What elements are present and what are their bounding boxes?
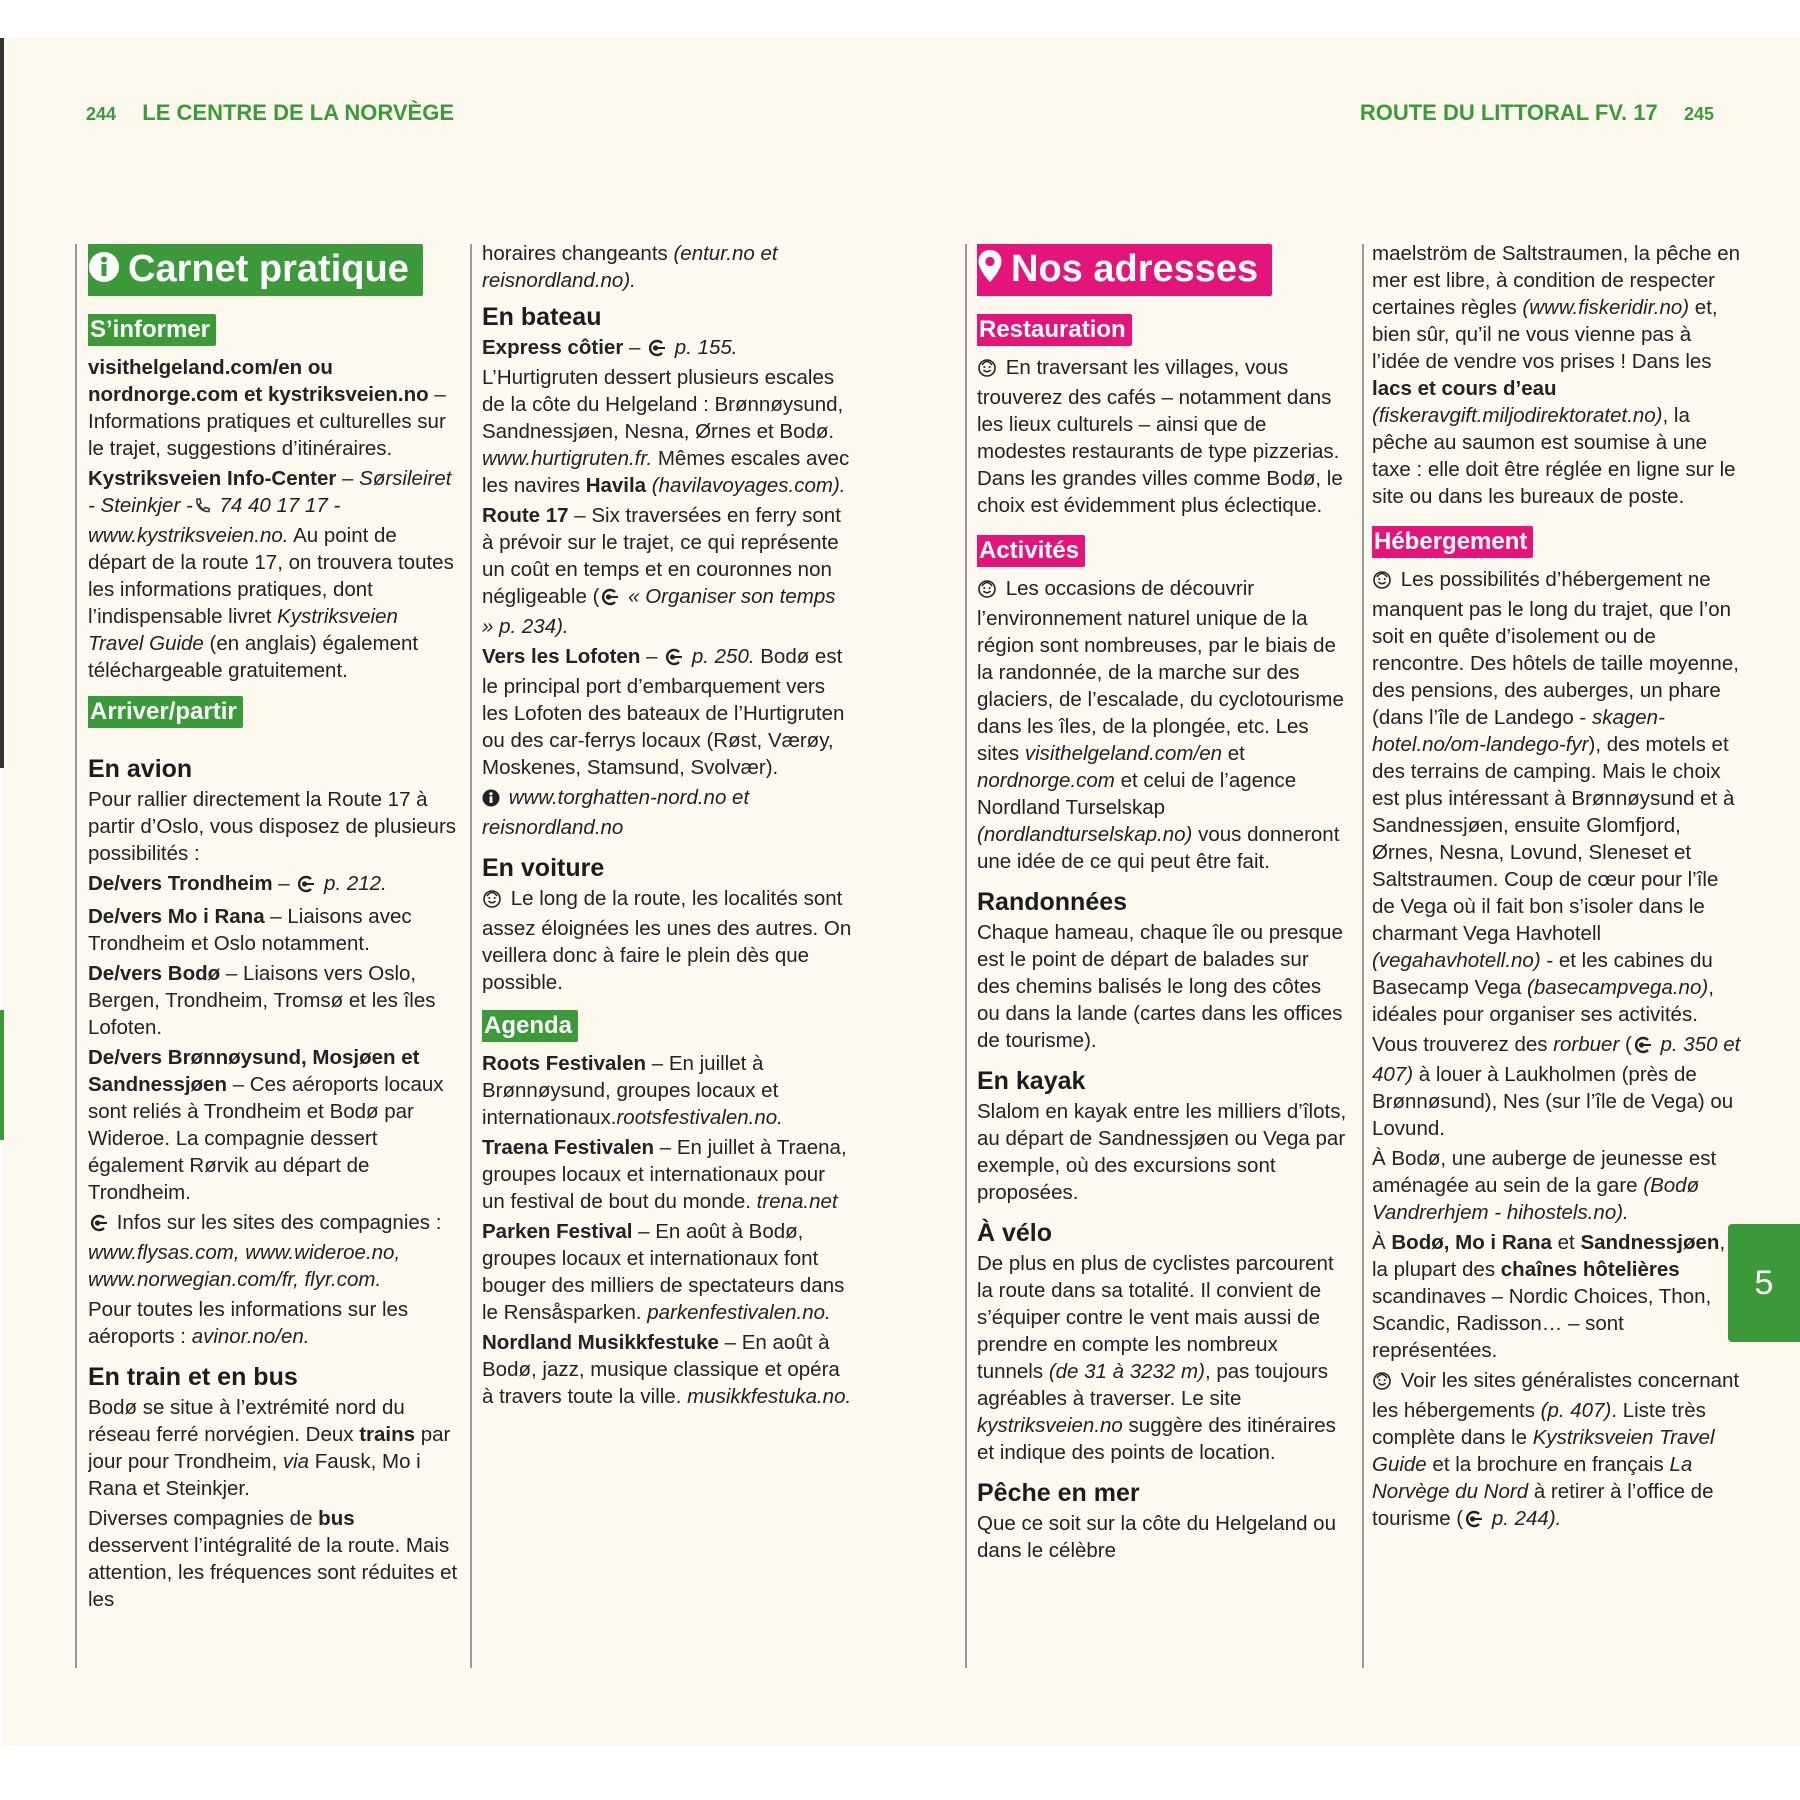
- paragraph: Pour toutes les informations sur les aéroports : avinor.no/en.: [88, 1297, 409, 1348]
- see-also-icon: [1463, 1508, 1483, 1535]
- subheading: En kayak: [977, 1066, 1086, 1095]
- see-also-icon: [599, 586, 619, 613]
- paragraph: Traena Festivalen – En juillet à Traena, groupes locaux et internationaux pour un festival de bout du monde. trena.net: [482, 1136, 847, 1213]
- hebergement-tag: Hébergement: [1372, 526, 1533, 558]
- paragraph: En traversant les villages, vous trouverez des cafés – notamment dans les lieux culturels – ainsi que de modestes restaurants de type pizzerias. Dans les grandes villes comme Bodø, le choix est évidemment plus éclectique.: [977, 355, 1343, 517]
- paragraph: De/vers Mo i Rana – Liaisons avec Trondheim et Oslo notamment.: [88, 904, 412, 955]
- paragraph: horaires changeants (entur.no et reisnordland.no).: [482, 242, 778, 292]
- subheading: En avion: [88, 754, 193, 783]
- column-rule: [75, 244, 77, 1668]
- nos-adresses-title: Nos adresses: [1011, 248, 1259, 290]
- paragraph: Que ce soit sur la côte du Helgeland ou dans le célèbre: [977, 1511, 1336, 1562]
- page-edge-green: [0, 1010, 4, 1140]
- paragraph: Vers les Lofoten – p. 250. Bodø est le principal port d’embarquement vers les Lofoten des bateaux de l’Hurtigruten ou des car-ferrys locaux (Røst, Værøy, Moskenes, Stamsund, Svolvær).: [482, 645, 845, 779]
- s-informer-tag: S’informer: [88, 314, 216, 346]
- subheading: En train et en bus: [88, 1362, 298, 1391]
- paragraph: maelström de Saltstraumen, la pêche en mer est libre, à condition de respecter certaines règles (www.fiskeridir.no) et, bien sûr, qu’il ne vous vienne pas à l’idée de vendre vos prises ! Dans les lacs et cours d’eau (fiskeravgift.miljodirektoratet.no), la pêche au saumon est soumise à une taxe : elle doit être réglée en ligne sur le site ou dans les bureaux de poste.: [1372, 242, 1741, 508]
- paragraph: Les possibilités d’hébergement ne manquent pas le long du trajet, que l’on soit en quête d’isolement ou de rencontre. Des hôtels de taille moyenne, des pensions, des auberges, un phare (dans l’île de Landego - skagen-hotel.no/om-landego-fyr), des motels et des terrains de camping. Mais le choix est plus intéressant à Brønnøysund et à Sandnessjøen, ensuite Glomfjord, Ørnes, Nesna, Lovund, Sleneset et Saltstraumen. Coup de cœur pour l’île de Vega où il fait bon s’isoler dans le charmant Vega Havhotell (vegahavhotell.no) - et les cabines du Basecamp Vega (basecampvega.no), idéales pour organiser ses activités.: [1372, 568, 1739, 1026]
- paragraph: Le long de la route, les localités sont assez éloignées les unes des autres. On veillera donc à faire le plein dès que possible.: [482, 887, 852, 994]
- column-rule: [470, 244, 472, 1668]
- carnet-pratique-title: Carnet pratique: [128, 248, 409, 290]
- restauration-tag: Restauration: [977, 314, 1132, 346]
- left-page-title: LE CENTRE DE LA NORVÈGE: [142, 100, 455, 125]
- paragraph: Kystriksveien Info-Center – Sørsileiret - Steinkjer - 74 40 17 17 - www.kystriksveien.no. Au point de départ de la route 17, on trouvera toutes les informations pratiques, dont l’indispensable livret Kystriksveien Travel Guide (en anglais) également téléchargeable gratuitement.: [88, 466, 454, 682]
- nos-adresses-banner: [977, 244, 1272, 296]
- column-1: [88, 240, 458, 1670]
- see-also-icon: [1632, 1034, 1652, 1061]
- see-also-icon: [646, 337, 666, 364]
- location-pin-icon: [977, 246, 1003, 296]
- see-also-icon: [88, 1212, 108, 1239]
- paragraph: Express côtier – p. 155. L’Hurtigruten dessert plusieurs escales de la côte du Helgeland : Brønnøysund, Sandnessjøen, Nesna, Ørnes et Bodø. www.hurtigruten.fr. Mêmes escales avec les navires Havila (havilavoyages.com).: [482, 336, 850, 497]
- column-rule: [965, 244, 967, 1668]
- subheading: À vélo: [977, 1218, 1053, 1247]
- column-4: [1372, 240, 1742, 1670]
- paragraph: Slalom en kayak entre les milliers d’îlots, au départ de Sandnessjøen ou Vega par exemple, où des excursions sont proposées.: [977, 1099, 1347, 1204]
- paragraph: Pour rallier directement la Route 17 à partir d’Oslo, vous disposez de plusieurs possibilités :: [88, 787, 457, 865]
- activites-tag: Activités: [977, 535, 1085, 567]
- paragraph: Parken Festival – En août à Bodø, groupes locaux et internationaux font bouger des milliers de spectateurs dans le Rensåsparken. parkenfestivalen.no.: [482, 1220, 845, 1324]
- paragraph: www.torghatten-nord.no et reisnordland.no: [482, 786, 750, 839]
- smiley-tip-icon: [1372, 569, 1392, 596]
- paragraph: Diverses compagnies de bus desservent l’intégralité de la route. Mais attention, les fréquences sont réduites et les: [88, 1506, 458, 1611]
- smiley-tip-icon: [1372, 1370, 1392, 1397]
- paragraph: Nordland Musikkfestuke – En août à Bodø, jazz, musique classique et opéra à travers toute la ville. musikkfestuka.no.: [482, 1331, 852, 1408]
- paragraph: Voir les sites généralistes concernant les hébergements (p. 407). Liste très complète dans le Kystriksveien Travel Guide et la brochure en français La Norvège du Nord à retirer à l’office de tourisme ( p. 244).: [1372, 1367, 1742, 1535]
- subheading: Pêche en mer: [977, 1478, 1140, 1507]
- right-running-head: [1360, 100, 1714, 126]
- section-tab[interactable]: 5: [1728, 1224, 1800, 1342]
- column-rule: [1362, 244, 1364, 1668]
- carnet-pratique-banner: [88, 244, 423, 296]
- smiley-tip-icon: [482, 888, 502, 915]
- phone-icon: [193, 495, 211, 522]
- paragraph: Bodø se situe à l’extrémité nord du réseau ferré norvégien. Deux trains par jour pour Trondheim, via Fausk, Mo i Rana et Steinkjer.: [88, 1395, 451, 1500]
- paragraph: Vous trouverez des rorbuer ( p. 350 et 407) à louer à Laukholmen (près de Brønnøsund), Nes (sur l’île de Vega) ou Lovund.: [1372, 1033, 1741, 1140]
- see-also-icon: [295, 873, 315, 900]
- subheading: En bateau: [482, 303, 602, 331]
- agenda-tag: Agenda: [482, 1010, 578, 1042]
- column-2: [482, 240, 852, 1670]
- arriver-partir-tag: Arriver/partir: [88, 696, 243, 728]
- paragraph: De/vers Trondheim – p. 212.: [88, 870, 458, 900]
- paragraph: Roots Festivalen – En juillet à Brønnøysund, groupes locaux et internationaux.rootsfestivalen.no.: [482, 1052, 783, 1129]
- paragraph: De plus en plus de cyclistes parcourent la route dans sa totalité. Il convient de s’équiper contre le vent mais aussi de prendre en compte les nombreux tunnels (de 31 à 3232 m), pas toujours agréables à traverser. Le site kystriksveien.no suggère des itinéraires et indique des points de location.: [977, 1251, 1336, 1464]
- paragraph: De/vers Brønnøysund, Mosjøen et Sandnessjøen – Ces aéroports locaux sont reliés à Trondheim et Bodø par Wideroe. La compagnie dessert également Rørvik au départ de Trondheim.: [88, 1045, 444, 1204]
- paragraph: À Bodø, une auberge de jeunesse est aménagée au sein de la gare (Bodø Vandrerhjem - hihostels.no).: [1372, 1147, 1717, 1224]
- paragraph: visithelgeland.com/en ou nordnorge.com et kystriksveien.no – Informations pratiques et culturelles sur le trajet, suggestions d’itinéraires.: [88, 355, 446, 460]
- subheading: En voiture: [482, 854, 605, 882]
- left-running-head: [86, 100, 454, 126]
- right-page-title: ROUTE DU LITTORAL FV. 17: [1359, 100, 1658, 125]
- paragraph: Route 17 – Six traversées en ferry sont à prévoir sur le trajet, ce qui représente un coût en temps et en couronnes non négligeable ( « Organiser son temps » p. 234).: [482, 504, 841, 638]
- paragraph: Chaque hameau, chaque île ou presque est le point de départ de balades sur des chemins balisés le long des côtes ou dans la lande (cartes dans les offices de tourisme).: [977, 920, 1343, 1052]
- paragraph: À Bodø, Mo i Rana et Sandnessjøen, la plupart des chaînes hôtelières scandinaves – Nordic Choices, Thon, Scandic, Radisson… – sont représentées.: [1372, 1231, 1726, 1362]
- see-also-icon: [663, 646, 683, 673]
- paragraph: Les occasions de découvrir l’environnement naturel unique de la région sont nombreuses, par le biais de la randonnée, de la marche sur des glaciers, de l’escalade, du cyclotourisme dans les îles, de la plongée, etc. Les sites visithelgeland.com/en et nordnorge.com et celui de l’agence Nordland Turselskap (nordlandturselskap.no) vous donneront une idée de ce qui peut être fait.: [977, 576, 1344, 873]
- column-3: [977, 240, 1347, 1670]
- info-icon: [482, 787, 500, 814]
- info-icon: [88, 246, 120, 296]
- page-edge-dark: [0, 38, 4, 768]
- paragraph: De/vers Bodø – Liaisons vers Oslo, Bergen, Trondheim, Tromsø et les îles Lofoten.: [88, 961, 436, 1039]
- smiley-tip-icon: [977, 578, 997, 605]
- smiley-tip-icon: [977, 357, 997, 384]
- left-page-number: 244: [86, 104, 117, 124]
- right-page-number: 245: [1683, 104, 1714, 124]
- subheading: Randonnées: [977, 887, 1128, 916]
- paragraph: Infos sur les sites des compagnies : www.flysas.com, www.wideroe.no, www.norwegian.com/fr, flyr.com.: [88, 1210, 442, 1291]
